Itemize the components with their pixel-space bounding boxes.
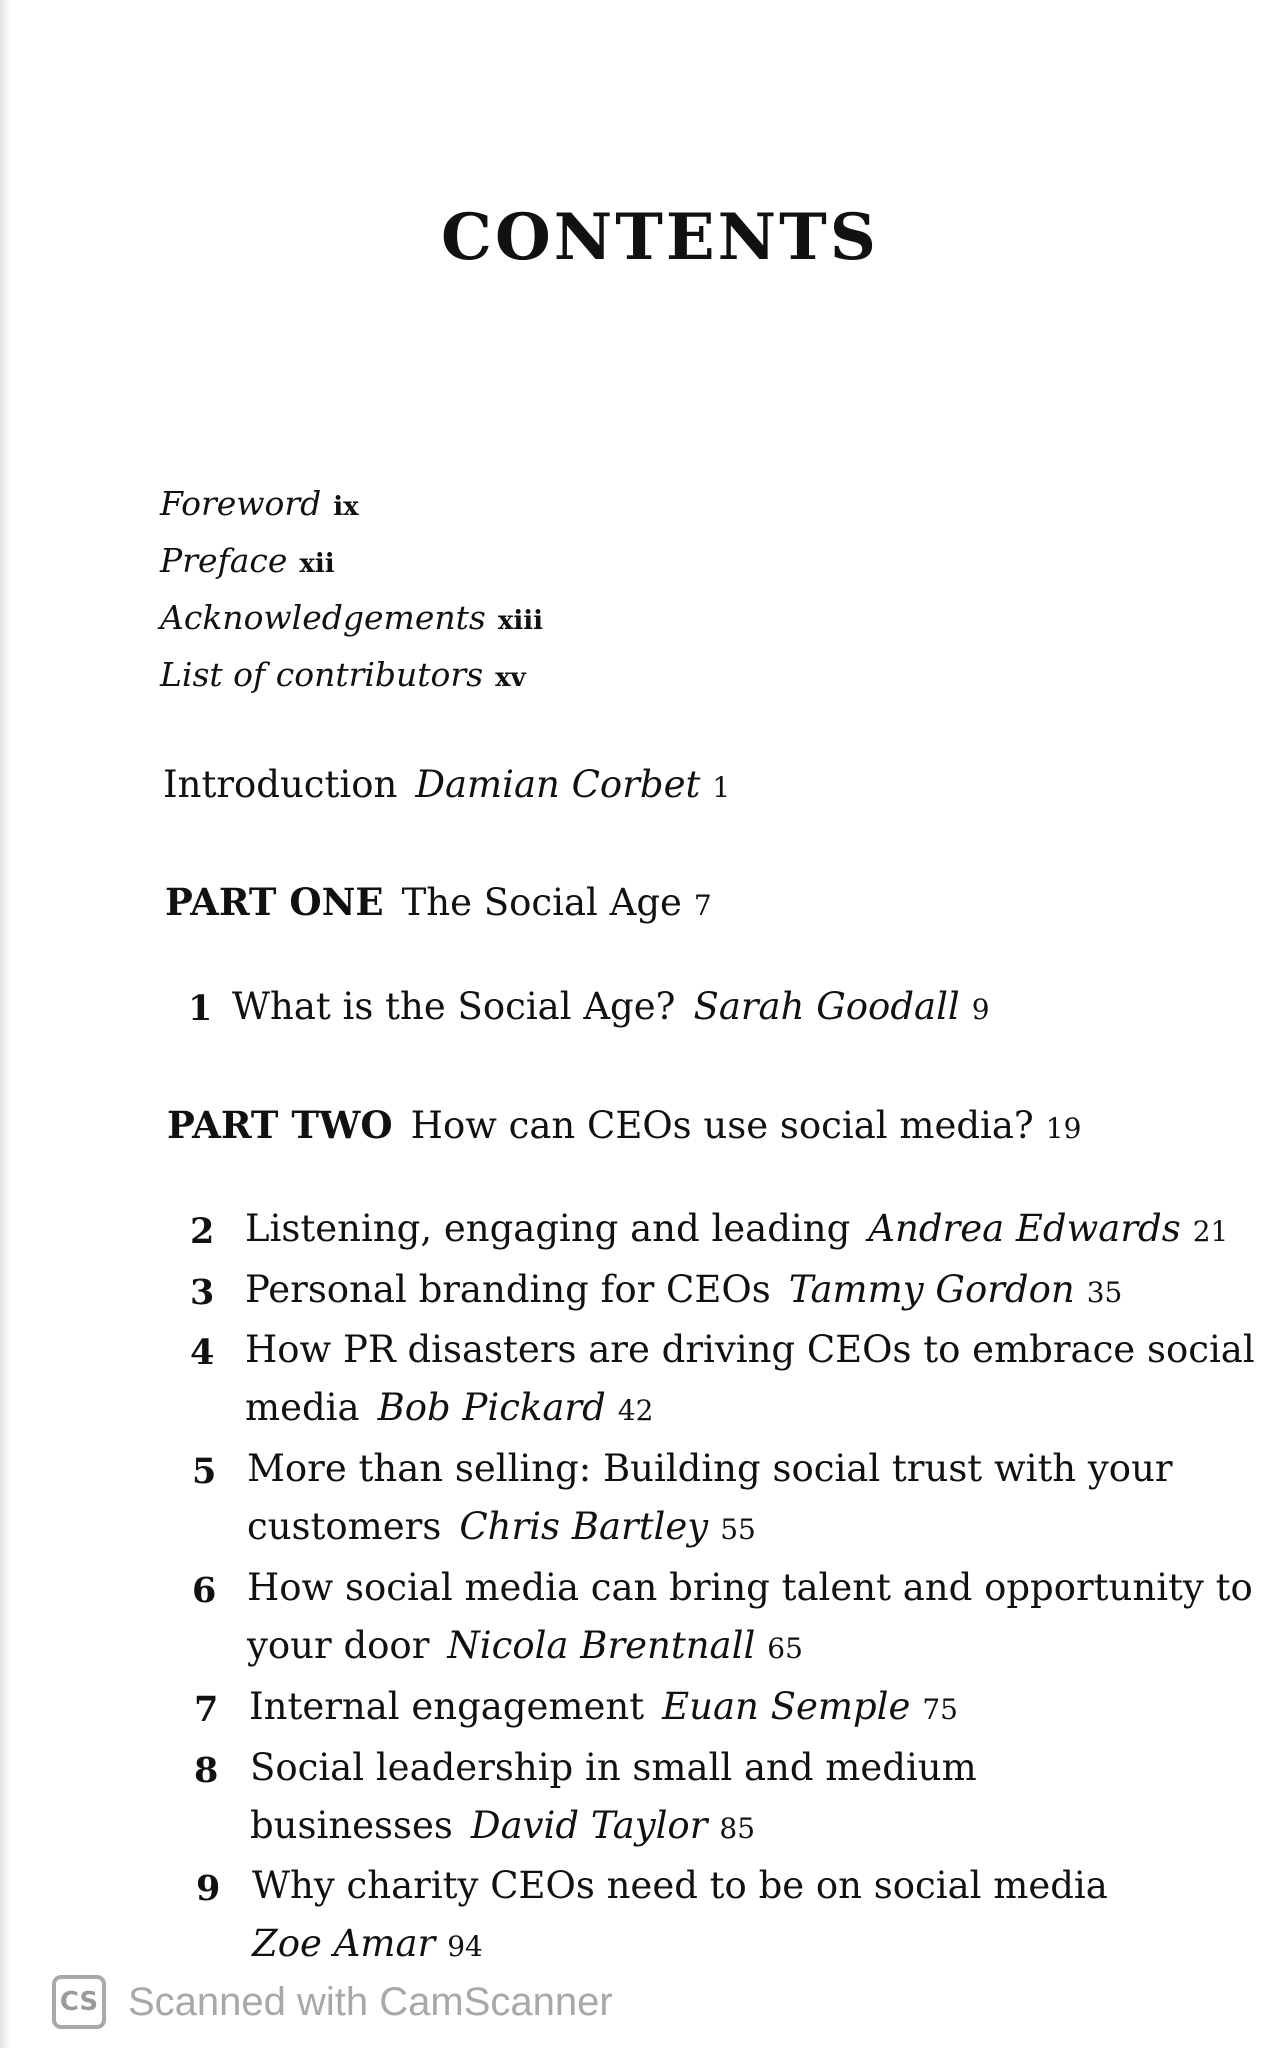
entry-page: 35	[1086, 1276, 1123, 1309]
toc-part-two	[167, 1103, 1081, 1147]
chapter-number: 8	[194, 1750, 219, 1791]
part-title: The Social Age	[401, 881, 682, 924]
entry-label: List of contributors	[160, 655, 484, 694]
entry-page: xv	[495, 663, 526, 693]
chapter-title-continued: media	[245, 1386, 360, 1429]
entry-page: 21	[1192, 1215, 1229, 1248]
chapter-author: Chris Bartley	[459, 1505, 709, 1548]
entry-page: ix	[333, 492, 359, 522]
toc-chapter-7	[249, 1685, 958, 1728]
chapter-number: 3	[190, 1272, 215, 1313]
chapter-title: More than selling: Building social trust with your	[247, 1447, 1173, 1490]
chapter-author: Sarah Goodall	[693, 985, 960, 1028]
chapter-title: Personal branding for CEOs	[245, 1268, 771, 1311]
entry-label: Preface	[160, 541, 288, 580]
toc-chapter-8-line1	[250, 1746, 977, 1789]
entry-page: 65	[767, 1632, 803, 1665]
toc-list-of-contributors	[160, 655, 526, 694]
chapter-number: 5	[192, 1451, 217, 1492]
entry-label: Foreword	[160, 484, 322, 523]
toc-chapter-2	[245, 1207, 1228, 1250]
chapter-title: Listening, engaging and leading	[245, 1207, 851, 1250]
part-title: How can CEOs use social media?	[410, 1104, 1034, 1147]
chapter-title: Internal engagement	[249, 1685, 645, 1728]
entry-page: 75	[922, 1693, 958, 1726]
chapter-title: Social leadership in small and medium	[250, 1746, 977, 1789]
chapter-title: Why charity CEOs need to be on social media	[252, 1864, 1108, 1907]
chapter-author: Nicola Brentnall	[447, 1624, 756, 1667]
chapter-author: Bob Pickard	[377, 1386, 606, 1429]
toc-preface	[160, 541, 335, 580]
entry-page: 42	[617, 1394, 654, 1427]
part-label: PART TWO	[167, 1103, 393, 1147]
chapter-title: How social media can bring talent and opportunity to	[247, 1566, 1253, 1609]
camscanner-logo-icon: CS	[52, 1975, 106, 2029]
part-label: PART ONE	[165, 880, 384, 924]
toc-chapter-9-line1	[252, 1864, 1108, 1907]
toc-chapter-5-line1	[247, 1447, 1173, 1490]
entry-label: Acknowledgements	[160, 598, 486, 637]
chapter-title-continued: customers	[247, 1505, 442, 1548]
toc-chapter-4-line1	[245, 1328, 1255, 1371]
entry-page: 85	[719, 1812, 756, 1845]
toc-introduction	[163, 763, 730, 806]
chapter-author: Andrea Edwards	[868, 1207, 1181, 1250]
entry-page: 9	[971, 993, 990, 1026]
chapter-number: 4	[190, 1332, 215, 1373]
chapter-author: Zoe Amar	[252, 1922, 436, 1965]
toc-chapter-3	[245, 1268, 1122, 1311]
chapter-number: 6	[192, 1570, 217, 1611]
chapter-number: 7	[194, 1689, 219, 1730]
chapter-author: Tammy Gordon	[788, 1268, 1075, 1311]
watermark-text: Scanned with CamScanner	[128, 1979, 613, 2024]
entry-author: Damian Corbet	[415, 763, 701, 806]
chapter-title-continued: your door	[247, 1624, 430, 1667]
chapter-number: 9	[196, 1868, 221, 1909]
entry-page: xiii	[497, 606, 543, 636]
chapter-number: 1	[188, 988, 213, 1029]
toc-foreword	[160, 484, 359, 523]
toc-chapter-6-line1	[247, 1566, 1253, 1609]
toc-part-one	[165, 880, 712, 924]
entry-label: Introduction	[163, 763, 398, 806]
toc-chapter-1	[232, 985, 990, 1028]
chapter-title: What is the Social Age?	[232, 985, 676, 1028]
chapter-author: David Taylor	[470, 1804, 708, 1847]
toc-chapter-6-line2	[247, 1624, 803, 1667]
toc-chapter-4-line2	[245, 1386, 653, 1429]
page-edge-shadow	[0, 0, 10, 2048]
toc-chapter-9-line2	[252, 1922, 483, 1965]
toc-acknowledgements	[160, 598, 543, 637]
chapter-number: 2	[190, 1211, 215, 1252]
page-title: CONTENTS	[441, 200, 879, 275]
toc-chapter-5-line2	[247, 1505, 756, 1548]
toc-chapter-8-line2	[250, 1804, 755, 1847]
entry-page: 55	[720, 1513, 756, 1546]
entry-page: 94	[447, 1930, 483, 1963]
chapter-title: How PR disasters are driving CEOs to embrace social	[245, 1328, 1255, 1371]
entry-page: xii	[299, 549, 335, 579]
chapter-author: Euan Semple	[662, 1685, 911, 1728]
entry-page: 7	[693, 889, 712, 922]
entry-page: 19	[1045, 1112, 1082, 1145]
chapter-title-continued: businesses	[250, 1804, 453, 1847]
camscanner-watermark	[52, 1975, 613, 2029]
entry-page: 1	[712, 771, 731, 804]
